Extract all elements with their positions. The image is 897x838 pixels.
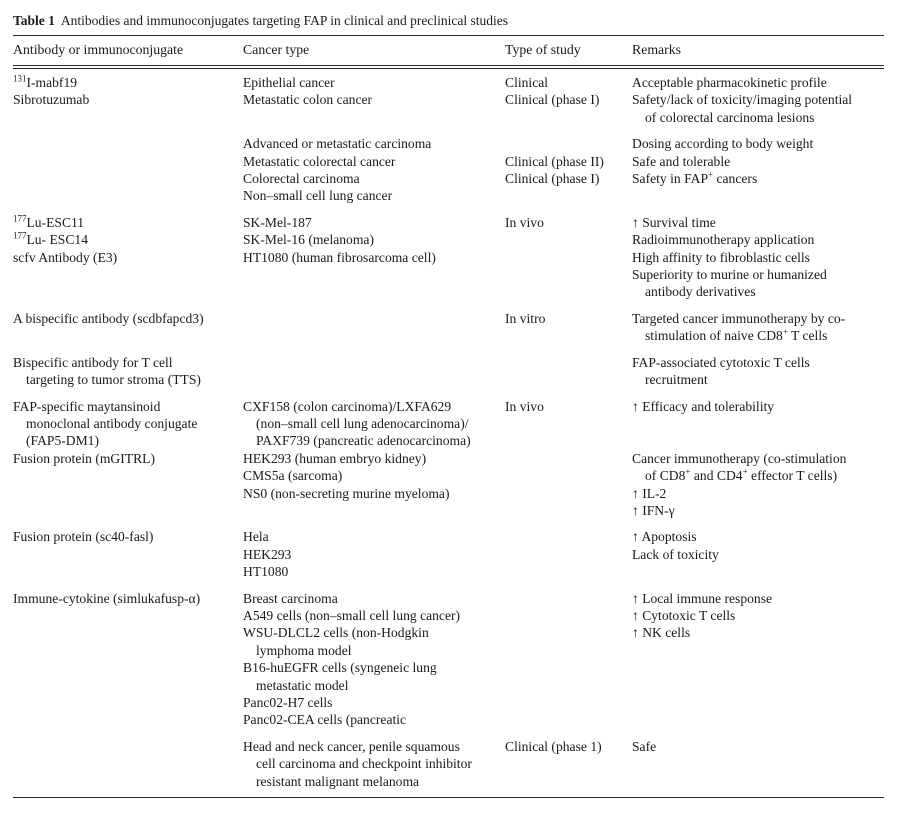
table-row [13,389,884,450]
caption-text: Antibodies and immunoconjugates targeting FAP in clinical and preclinical studies [60,13,508,28]
cell-cancer-type: Epithelial cancer [243,75,335,90]
cell-type-of-study: Clinical (phase I) [505,171,600,187]
cell-antibody: $^{131}$I-mabf19 [13,73,78,90]
cell-cancer-type [243,301,505,345]
cell-type-of-study [505,126,632,152]
table-row [13,729,884,790]
cell-remarks: FAP-associated cytotoxic T cells recruitment [632,354,810,388]
isotope-superscript: 177 [13,213,27,224]
cell-antibody [13,126,243,152]
cell-cancer-type: Metastatic colon cancer [243,92,373,108]
cell-antibody: scfv Antibody (E3) [13,249,118,265]
cell-remarks: High affinity to fibroblastic cells Superiority to murine or humanized antibody derivatives [632,249,827,300]
column-header-antibody: Antibody or immunoconjugate [13,42,184,57]
column-header-remarks: Remarks [632,42,682,57]
cell-antibody [13,170,243,205]
cell-remarks: ↑ Efficacy and tolerability [632,398,775,414]
cell-type-of-study [505,345,632,389]
cell-remarks: Safe [632,738,657,754]
cell-cancer-type: SK-Mel-187 SK-Mel-16 (melanoma) [243,214,374,248]
isotope-superscript: 131 [13,73,27,84]
cell-cancer-type: Hela HEK293 HT1080 [243,529,292,580]
cell-antibody: Immune-cytokine (simlukafusp-α) [13,590,201,606]
cell-type-of-study [505,450,632,520]
cell-cancer-type: Advanced or metastatic carcinoma [243,136,432,152]
cell-antibody: $^{177}$Lu-ESC11 $^{177}$Lu- ESC14 [13,213,89,248]
cell-cancer-type: Head and neck cancer, penile squamous cell carcinoma and checkpoint inhibitor resistant malignant melanoma [243,738,472,789]
table-bottom-rule [13,797,884,798]
table-header [13,36,884,65]
cell-cancer-type: Colorectal carcinoma Non–small cell lung cancer [243,171,393,204]
cell-type-of-study: Clinical [505,75,549,90]
plus-superscript: + [685,466,691,477]
fap-antibodies-table-body [13,66,884,790]
cell-remarks: ↑ Survival time Radioimmunotherapy application [632,214,815,248]
cell-antibody: Fusion protein (sc40-fasl) [13,529,154,545]
cell-remarks: ↑ Local immune response ↑ Cytotoxic T cells ↑ NK cells [632,590,773,641]
cell-cancer-type: HEK293 (human embryo kidney) CMS5a (sarcoma) NS0 (non-secreting murine myeloma) [243,450,450,501]
cell-antibody: Sibrotuzumab [13,92,90,108]
cell-remarks: Cancer immunotherapy (co-stimulation of CD8+ and CD4+ effector T cells) ↑ IL-2 ↑ IFN-γ [632,450,847,518]
table-row [13,301,884,345]
cell-type-of-study [505,519,632,580]
plus-superscript: + [742,466,748,477]
cell-remarks: ↑ Apoptosis Lack of toxicity [632,529,719,562]
plus-superscript: + [708,169,714,180]
cell-antibody [13,729,243,790]
caption-label: Table 1 [13,13,55,28]
cell-remarks: Safety in FAP+ cancers [632,169,758,187]
table-row [13,91,884,126]
cell-antibody: A bispecific antibody (scdbfapcd3) [13,310,204,326]
header-row [13,36,884,65]
cell-type-of-study: Clinical (phase II) [505,153,604,169]
cell-remarks: Acceptable pharmacokinetic profile [632,75,827,90]
cell-type-of-study [505,249,632,301]
cell-type-of-study: In vivo [505,214,544,230]
table-row [13,581,884,729]
cell-cancer-type [243,345,505,389]
cell-type-of-study: Clinical (phase 1) [505,738,602,754]
cell-type-of-study: In vivo [505,398,544,414]
table-row [13,249,884,301]
cell-remarks: Targeted cancer immunotherapy by co- stimulation of naive CD8+ T cells [632,310,846,344]
table-row [13,345,884,389]
table-row [13,205,884,249]
table-row [13,153,884,170]
cell-type-of-study: Clinical (phase I) [505,92,600,108]
cell-type-of-study [505,581,632,729]
cell-type-of-study: In vitro [505,310,546,326]
cell-cancer-type: CXF158 (colon carcinoma)/LXFA629 (non–small cell lung adenocarcinoma)/ PAXF739 (pancreatic adenocarcinoma) [243,398,471,449]
table-row [13,126,884,152]
cell-cancer-type: HT1080 (human fibrosarcoma cell) [243,249,436,265]
cell-remarks: Safe and tolerable [632,153,731,169]
cell-antibody: Bispecific antibody for T cell targeting to tumor stroma (TTS) [13,354,201,388]
column-header-type-of-study: Type of study [505,42,581,57]
column-header-cancer-type: Cancer type [243,42,310,57]
cell-antibody: FAP-specific maytansinoid monoclonal antibody conjugate (FAP5-DM1) [13,398,198,449]
table-row [13,66,884,91]
cell-cancer-type: Breast carcinoma A549 cells (non–small cell lung cancer) WSU-DLCL2 cells (non-Hodgkin lymphoma model B16-huEGFR cells (syngeneic lung metastatic model Panc02-H7 cells Panc02-CEA cells (pancreatic [243,590,461,728]
table-row [13,170,884,205]
fap-antibodies-table [13,36,884,65]
plus-superscript: + [782,326,788,337]
cell-antibody: Fusion protein (mGITRL) [13,450,155,466]
cell-antibody [13,153,243,170]
cell-remarks: Dosing according to body weight [632,136,814,152]
table-row [13,450,884,520]
cell-remarks: Safety/lack of toxicity/imaging potential of colorectal carcinoma lesions [632,92,853,125]
table-row [13,519,884,580]
table-caption [13,0,884,35]
isotope-superscript: 177 [13,230,27,241]
cell-cancer-type: Metastatic colorectal cancer [243,153,396,169]
